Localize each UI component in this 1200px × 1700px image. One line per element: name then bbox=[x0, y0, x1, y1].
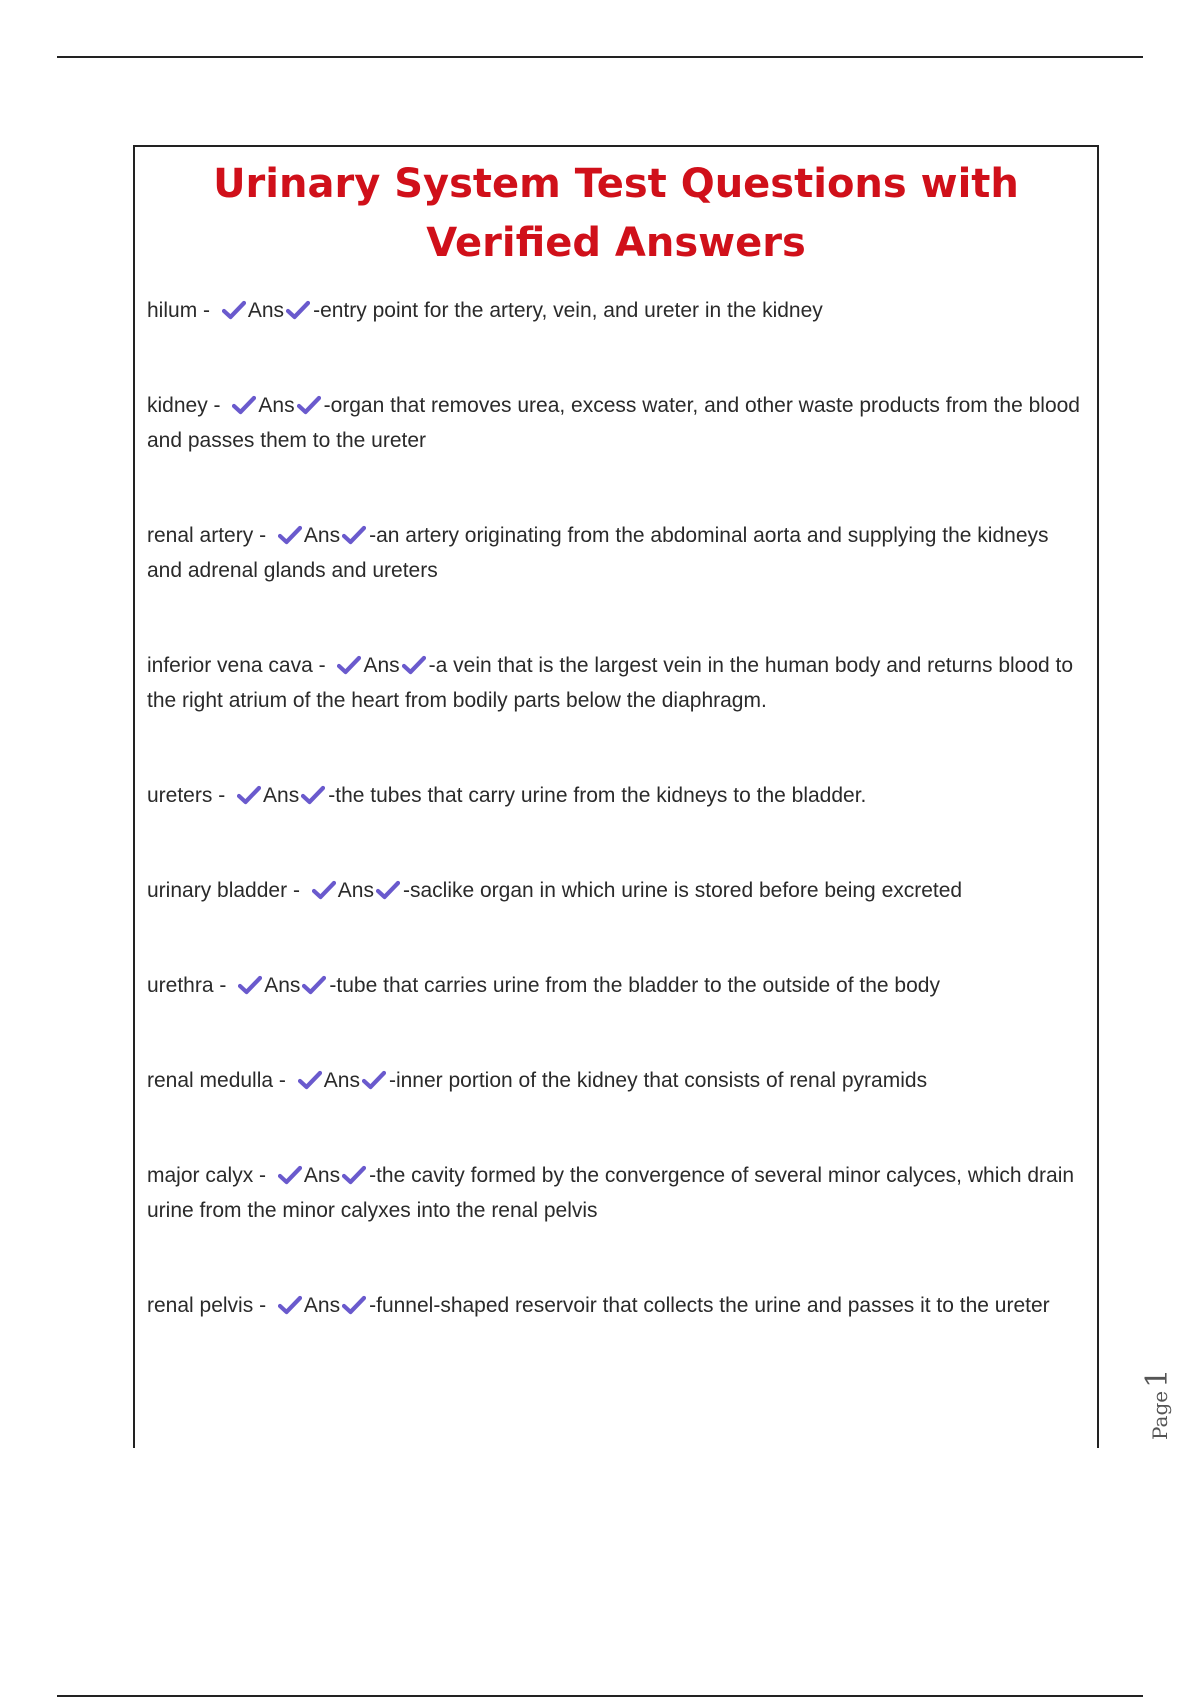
check-icon bbox=[222, 300, 246, 320]
qa-item bbox=[147, 648, 1085, 718]
check-icon bbox=[362, 1070, 386, 1090]
ans-label: Ans bbox=[303, 1164, 341, 1187]
check-icon bbox=[278, 1165, 302, 1185]
check-icon bbox=[238, 975, 262, 995]
qa-item bbox=[147, 518, 1085, 588]
qa-separator: - bbox=[428, 654, 436, 677]
qa-definition: an artery originating from the abdominal aorta and supplying the kidneys and adrenal glands and ureters bbox=[147, 524, 1049, 582]
qa-term: inferior vena cava bbox=[147, 654, 313, 677]
title-line-1: Urinary System Test Questions with bbox=[213, 161, 1019, 207]
qa-definition: the cavity formed by the convergence of several minor calyces, which drain urine from the minor calyxes into the renal pelvis bbox=[147, 1164, 1075, 1222]
ans-label: Ans bbox=[264, 974, 301, 997]
qa-term: renal medulla bbox=[147, 1069, 274, 1092]
check-icon bbox=[237, 785, 261, 805]
qa-item bbox=[147, 778, 1085, 813]
qa-separator: - bbox=[369, 524, 377, 547]
ans-label: Ans bbox=[323, 1069, 360, 1092]
qa-separator: - bbox=[323, 394, 331, 417]
qa-separator: - bbox=[328, 784, 336, 807]
qa-item bbox=[147, 1063, 1085, 1098]
qa-term: ureters bbox=[147, 784, 213, 807]
qa-separator: - bbox=[259, 524, 267, 547]
bottom-rule bbox=[57, 1695, 1143, 1697]
check-icon bbox=[302, 975, 326, 995]
qa-separator: - bbox=[402, 879, 410, 902]
check-icon bbox=[342, 1165, 366, 1185]
qa-separator: - bbox=[259, 1294, 267, 1317]
check-icon bbox=[297, 395, 321, 415]
check-icon bbox=[286, 300, 310, 320]
qa-item bbox=[147, 388, 1085, 458]
page-number-marker bbox=[1140, 1369, 1175, 1440]
qa-separator: - bbox=[369, 1164, 377, 1187]
qa-term: kidney bbox=[147, 394, 208, 417]
ans-label: Ans bbox=[363, 654, 400, 677]
qa-separator: - bbox=[213, 394, 221, 417]
qa-definition: tube that carries urine from the bladder to the outside of the body bbox=[336, 974, 940, 997]
qa-term: urinary bladder bbox=[147, 879, 288, 902]
qa-definition: the tubes that carry urine from the kidneys to the bladder. bbox=[335, 784, 867, 807]
check-icon bbox=[278, 525, 302, 545]
qa-definition: saclike organ in which urine is stored before being excreted bbox=[409, 879, 963, 902]
ans-label: Ans bbox=[263, 784, 300, 807]
qa-definition: inner portion of the kidney that consists of renal pyramids bbox=[395, 1069, 928, 1092]
qa-separator: - bbox=[219, 974, 227, 997]
qa-item bbox=[147, 1158, 1085, 1228]
qa-definition: a vein that is the largest vein in the human body and returns blood to the right atrium of the heart from bodily parts below the diaphragm. bbox=[147, 654, 1074, 712]
qa-separator: - bbox=[278, 1069, 286, 1092]
check-icon bbox=[337, 655, 361, 675]
qa-item bbox=[147, 968, 1085, 1003]
qa-separator: - bbox=[388, 1069, 396, 1092]
qa-separator: - bbox=[203, 299, 211, 322]
ans-label: Ans bbox=[247, 299, 285, 322]
qa-separator: - bbox=[218, 784, 226, 807]
title-line-2: Verified Answers bbox=[426, 220, 806, 266]
check-icon bbox=[376, 880, 400, 900]
page-number: 1 bbox=[1140, 1368, 1175, 1388]
ans-label: Ans bbox=[337, 879, 374, 902]
check-icon bbox=[301, 785, 325, 805]
check-icon bbox=[232, 395, 256, 415]
qa-term: hilum bbox=[147, 299, 198, 322]
qa-separator: - bbox=[313, 299, 321, 322]
qa-separator: - bbox=[318, 654, 326, 677]
ans-label: Ans bbox=[303, 1294, 341, 1317]
ans-label: Ans bbox=[303, 524, 341, 547]
ans-label: Ans bbox=[258, 394, 295, 417]
check-icon bbox=[312, 880, 336, 900]
qa-definition: entry point for the artery, vein, and ureter in the kidney bbox=[320, 299, 823, 322]
check-icon bbox=[298, 1070, 322, 1090]
page-label: Page bbox=[1148, 1390, 1172, 1440]
check-icon bbox=[402, 655, 426, 675]
document-frame bbox=[133, 145, 1099, 1448]
qa-separator: - bbox=[292, 879, 300, 902]
qa-item bbox=[147, 873, 1085, 908]
qa-separator: - bbox=[329, 974, 337, 997]
check-icon bbox=[342, 525, 366, 545]
qa-term: urethra bbox=[147, 974, 214, 997]
qa-definition: organ that removes urea, excess water, and other waste products from the blood and passes them to the ureter bbox=[147, 394, 1080, 452]
qa-term: major calyx bbox=[147, 1164, 254, 1187]
qa-list bbox=[147, 293, 1085, 1323]
check-icon bbox=[342, 1295, 366, 1315]
qa-item bbox=[147, 1288, 1085, 1323]
qa-term: renal artery bbox=[147, 524, 254, 547]
document-title bbox=[147, 155, 1085, 273]
qa-separator: - bbox=[259, 1164, 267, 1187]
qa-definition: funnel-shaped reservoir that collects the urine and passes it to the ureter bbox=[376, 1294, 1050, 1317]
qa-separator: - bbox=[369, 1294, 377, 1317]
qa-item bbox=[147, 293, 1085, 328]
top-rule bbox=[57, 56, 1143, 58]
qa-term: renal pelvis bbox=[147, 1294, 254, 1317]
check-icon bbox=[278, 1295, 302, 1315]
